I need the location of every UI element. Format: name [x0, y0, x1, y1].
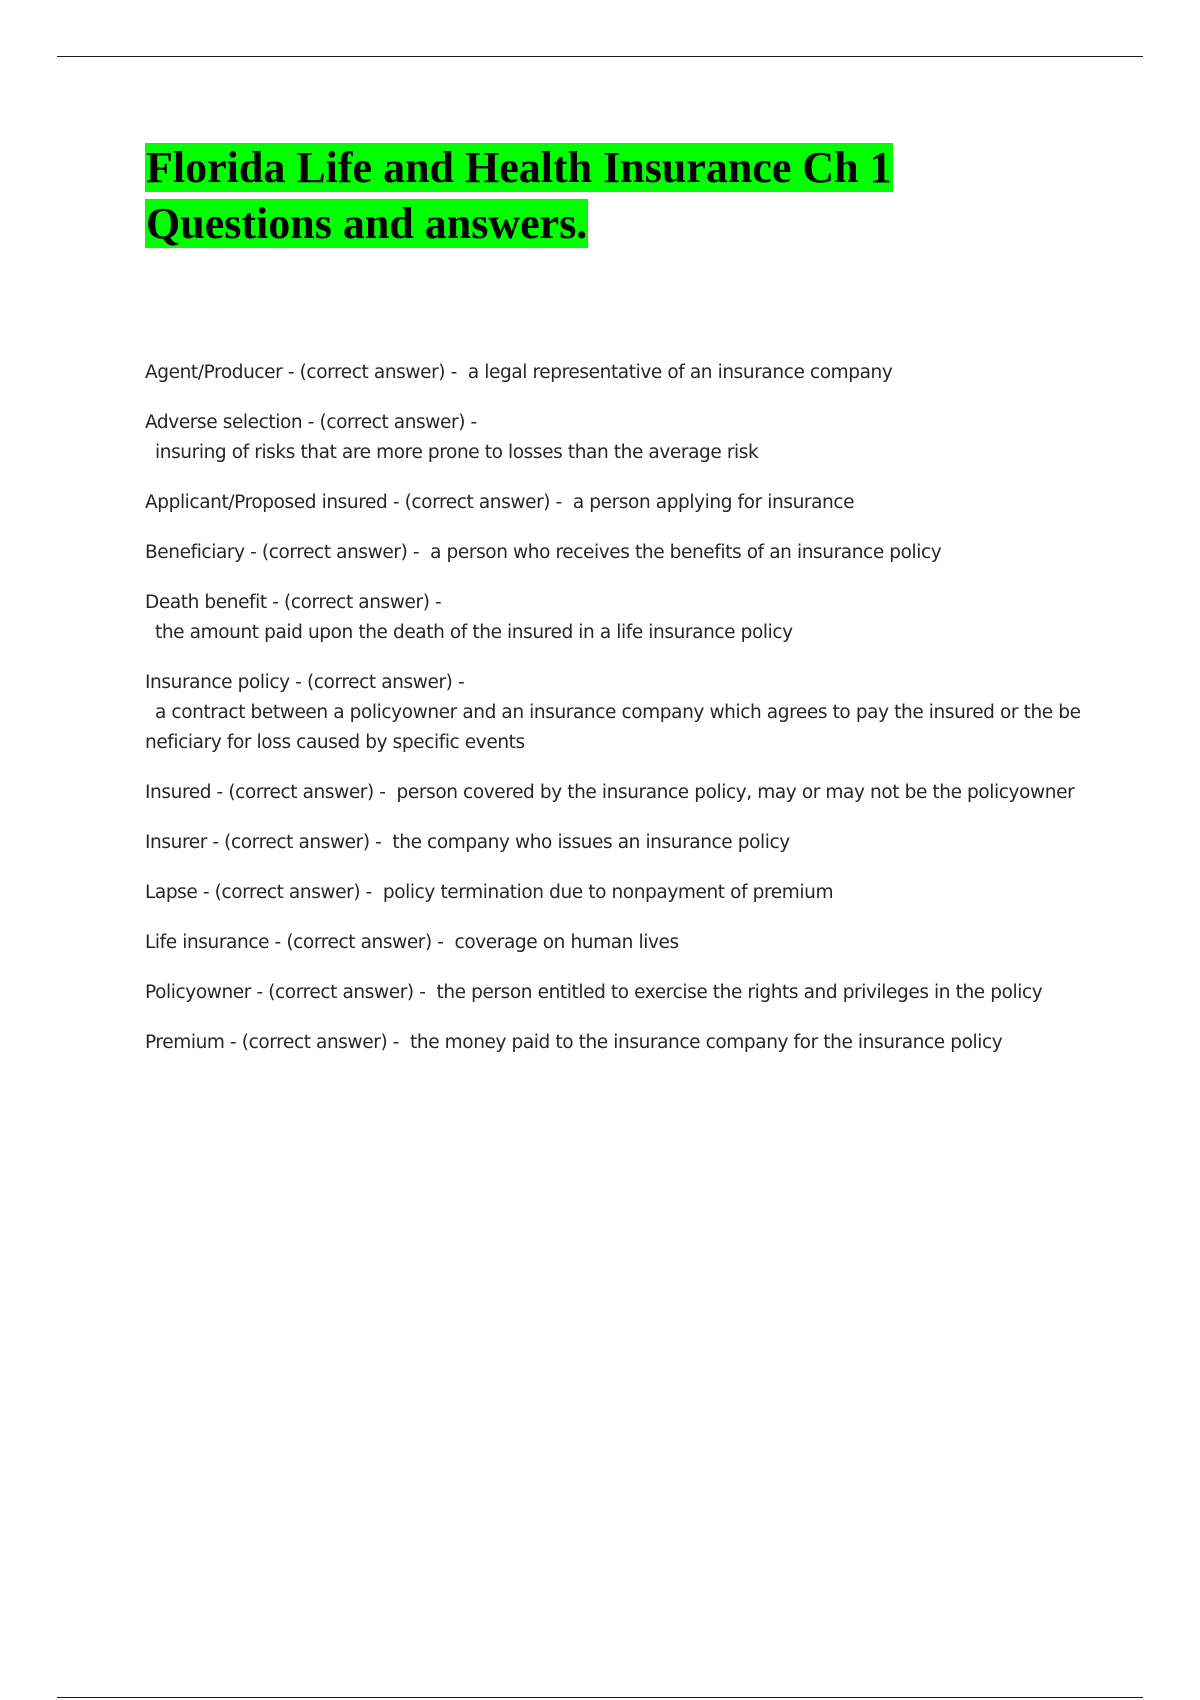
qa-answer: the company who issues an insurance policy [386, 832, 790, 853]
qa-item [145, 408, 1085, 468]
qa-term: Agent/Producer [145, 362, 283, 383]
qa-item [145, 828, 1085, 858]
qa-separator: - (correct answer) - [250, 982, 431, 1003]
qa-item [145, 928, 1085, 958]
qa-item [145, 668, 1085, 758]
qa-term: Insured [145, 782, 212, 803]
qa-item [145, 778, 1085, 808]
qa-answer: policy termination due to nonpayment of premium [377, 882, 834, 903]
qa-term: Applicant/Proposed insured [145, 492, 388, 513]
qa-answer: person covered by the insurance policy, may or may not be the policyowner [391, 782, 1075, 803]
bottom-rule [57, 1697, 1143, 1698]
qa-separator: - (correct answer) - [211, 782, 392, 803]
qa-separator: - (correct answer) - [244, 542, 425, 563]
qa-term: Death benefit [145, 592, 267, 613]
qa-answer: the person entitled to exercise the rights and privileges in the policy [430, 982, 1043, 1003]
qa-answer: a person applying for insurance [567, 492, 855, 513]
qa-separator: - (correct answer) - [266, 592, 442, 613]
qa-term: Adverse selection [145, 412, 303, 433]
qa-answer: a legal representative of an insurance company [462, 362, 893, 383]
qa-term: Policyowner [145, 982, 251, 1003]
qa-separator: - (correct answer) - [224, 1032, 405, 1053]
qa-list [145, 358, 1085, 1078]
qa-separator: - (correct answer) - [302, 412, 477, 433]
qa-separator: - (correct answer) - [289, 672, 465, 693]
qa-term: Beneficiary [145, 542, 245, 563]
qa-term: Insurance policy [145, 672, 290, 693]
qa-separator: - (correct answer) - [387, 492, 568, 513]
qa-term: Life insurance [145, 932, 270, 953]
qa-item [145, 588, 1085, 648]
title-highlight: Florida Life and Health Insurance Ch 1 Questions and answers. [146, 143, 892, 248]
qa-answer: the amount paid upon the death of the insured in a life insurance policy [155, 622, 793, 643]
qa-item [145, 878, 1085, 908]
qa-item [145, 358, 1085, 388]
qa-answer-line-2: neficiary for loss caused by specific events [145, 732, 525, 753]
qa-item [145, 978, 1085, 1008]
qa-separator: - (correct answer) - [282, 362, 463, 383]
top-rule [57, 56, 1143, 57]
qa-item [145, 1028, 1085, 1058]
qa-item [145, 488, 1085, 518]
qa-answer: coverage on human lives [449, 932, 679, 953]
qa-item [145, 538, 1085, 568]
qa-answer: a person who receives the benefits of an insurance policy [424, 542, 942, 563]
document-title [145, 140, 1045, 252]
qa-term: Premium [145, 1032, 225, 1053]
qa-separator: - (correct answer) - [197, 882, 378, 903]
qa-term: Insurer [145, 832, 207, 853]
qa-answer-line-1: a contract between a policyowner and an insurance company which agrees to pay the insured or the be [155, 702, 1081, 723]
qa-separator: - (correct answer) - [206, 832, 387, 853]
qa-separator: - (correct answer) - [269, 932, 450, 953]
qa-answer: the money paid to the insurance company for the insurance policy [404, 1032, 1003, 1053]
qa-answer: insuring of risks that are more prone to losses than the average risk [155, 442, 759, 463]
qa-term: Lapse [145, 882, 198, 903]
